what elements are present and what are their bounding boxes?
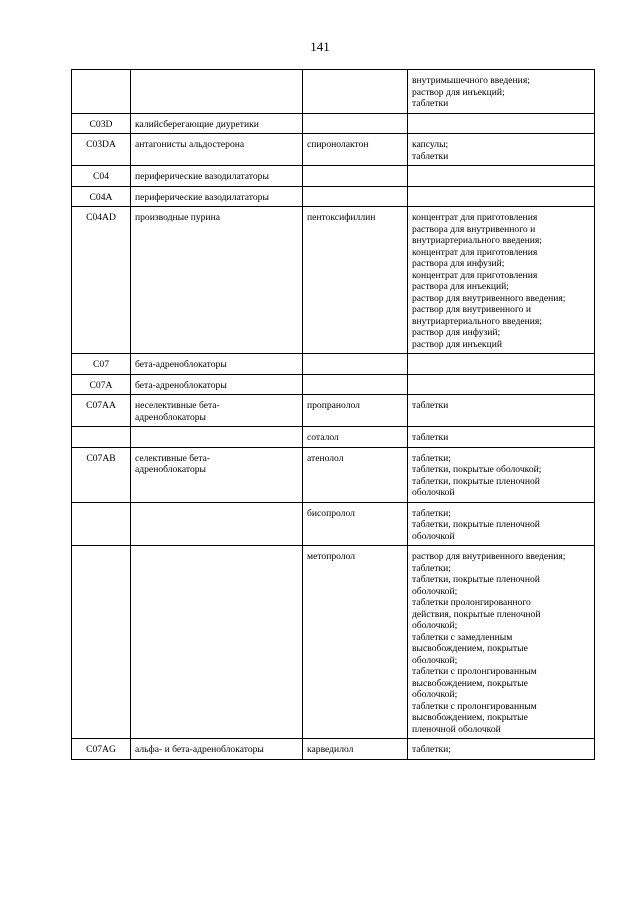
dosage-form-cell: [408, 395, 595, 427]
dosage-form-line: таблетки с пролонгированным: [412, 700, 537, 712]
pharmacological-group-cell: [131, 134, 303, 166]
dosage-form-line: таблетки: [412, 432, 449, 443]
group-line: калийсберегающие диуретики: [135, 118, 259, 130]
atc-code-cell: C07AB: [72, 447, 131, 502]
dosage-form-line: таблетки, покрытые оболочкой;: [412, 464, 542, 475]
dosage-form-cell: [408, 739, 595, 760]
atc-code-cell: [72, 70, 131, 114]
group-line: адреноблокаторы: [135, 464, 206, 475]
table-row: [72, 134, 595, 166]
dosage-form-line: раствор для внутривенного введения;: [412, 551, 566, 562]
page-number: 141: [310, 39, 330, 54]
dosage-form-line: раствор для внутривенного и: [412, 304, 531, 315]
table-row: [72, 186, 595, 207]
dosage-form-line: оболочкой: [412, 487, 455, 498]
pharmacological-group-cell: [131, 739, 303, 760]
dosage-form-line: раствор для инъекций: [412, 338, 502, 350]
pharmacological-group-cell: [131, 395, 303, 427]
group-line: неселективные бета-: [135, 400, 220, 411]
dosage-form-line: высвобождением, покрытые: [412, 712, 528, 723]
pharmacological-group-cell: [131, 546, 303, 739]
pharmacological-group-cell: [131, 374, 303, 395]
dosage-form-cell: [408, 546, 595, 739]
dosage-form-line: таблетки;: [412, 744, 451, 755]
atc-code-cell: C07: [72, 354, 131, 375]
dosage-form-line: таблетки, покрытые пленочной: [412, 519, 540, 530]
dosage-form-line: таблетки;: [412, 452, 451, 464]
dosage-form-line: таблетки: [412, 400, 449, 411]
dosage-form-line: концентрат для приготовления: [412, 246, 538, 258]
group-line: адреноблокаторы: [135, 411, 206, 423]
table-row: [72, 546, 595, 739]
atc-code-cell: C07A: [72, 374, 131, 395]
atc-code-cell: C07AA: [72, 395, 131, 427]
dosage-form-cell: [408, 427, 595, 448]
drug-name-cell: [303, 354, 408, 375]
dosage-form-line: таблетки с замедленным: [412, 631, 513, 643]
group-line: альфа- и бета-адреноблокаторы: [135, 744, 264, 755]
table-row: [72, 739, 595, 760]
dosage-form-line: таблетки, покрытые пленочной: [412, 574, 540, 585]
dosage-form-line: концентрат для приготовления: [412, 212, 538, 223]
dosage-form-line: раствор для инъекций;: [412, 86, 505, 98]
atc-code-cell: C04: [72, 166, 131, 187]
dosage-form-line: таблетки: [412, 150, 449, 162]
dosage-form-line: оболочкой;: [412, 620, 458, 631]
dosage-form-line: таблетки: [412, 98, 449, 109]
dosage-form-cell: [408, 166, 595, 187]
dosage-form-line: оболочкой;: [412, 585, 458, 597]
dosage-form-line: таблетки;: [412, 562, 451, 574]
table-row: [72, 166, 595, 187]
table-row: [72, 502, 595, 546]
dosage-form-cell: [408, 374, 595, 395]
dosage-form-line: раствора для внутривенного и: [412, 223, 536, 235]
drug-name-cell: метопролол: [303, 546, 408, 739]
dosage-form-line: высвобождением, покрытые: [412, 677, 528, 689]
drug-name-cell: соталол: [303, 427, 408, 448]
atc-code-cell: [72, 546, 131, 739]
table-row: [72, 207, 595, 354]
dosage-form-line: действия, покрытые пленочной: [412, 608, 541, 620]
drug-name-cell: [303, 186, 408, 207]
dosage-form-line: раствор для инфузий;: [412, 327, 501, 338]
table-row: [72, 447, 595, 502]
group-line: производные пурина: [135, 212, 221, 223]
group-line: бета-адреноблокаторы: [135, 379, 227, 391]
dosage-form-line: внутриартериального введения;: [412, 315, 542, 327]
dosage-form-line: раствор для внутривенного введения;: [412, 292, 566, 304]
drug-name-cell: атенолол: [303, 447, 408, 502]
dosage-form-line: раствора для инфузий;: [412, 258, 505, 269]
dosage-form-cell: [408, 207, 595, 354]
pharmacological-group-cell: [131, 166, 303, 187]
table-row: [72, 354, 595, 375]
table-row: [72, 374, 595, 395]
table-row: [72, 70, 595, 114]
drug-name-cell: пентоксифиллин: [303, 207, 408, 354]
dosage-form-line: капсулы;: [412, 139, 449, 150]
drug-name-cell: спиронолактон: [303, 134, 408, 166]
pharmacological-group-cell: [131, 113, 303, 134]
pharmacological-group-cell: [131, 447, 303, 502]
atc-code-cell: C04AD: [72, 207, 131, 354]
drug-name-cell: пропранолол: [303, 395, 408, 427]
dosage-form-cell: [408, 354, 595, 375]
drug-name-cell: бисопролол: [303, 502, 408, 546]
atc-code-cell: C07AG: [72, 739, 131, 760]
dosage-form-cell: [408, 186, 595, 207]
dosage-form-line: таблетки пролонгированного: [412, 597, 531, 608]
dosage-form-line: концентрат для приготовления: [412, 269, 538, 281]
dosage-form-line: оболочкой: [412, 530, 455, 542]
drug-name-cell: [303, 70, 408, 114]
group-line: бета-адреноблокаторы: [135, 359, 227, 370]
drug-name-cell: карведилол: [303, 739, 408, 760]
drug-name-cell: [303, 113, 408, 134]
group-line: селективные бета-: [135, 452, 211, 464]
atc-code-cell: C04A: [72, 186, 131, 207]
drug-name-cell: [303, 166, 408, 187]
dosage-form-line: таблетки, покрытые пленочной: [412, 475, 540, 487]
pharmacological-group-cell: [131, 186, 303, 207]
pharmacological-group-cell: [131, 502, 303, 546]
dosage-form-line: раствора для инъекций;: [412, 281, 509, 292]
dosage-form-line: внутриартериального введения;: [412, 235, 542, 246]
dosage-form-line: высвобождением, покрытые: [412, 643, 528, 654]
atc-code-cell: [72, 502, 131, 546]
pharmacological-group-cell: [131, 70, 303, 114]
dosage-form-line: таблетки;: [412, 507, 451, 519]
dosage-form-line: оболочкой;: [412, 689, 458, 700]
dosage-form-cell: [408, 502, 595, 546]
table-row: [72, 113, 595, 134]
group-line: антагонисты альдостерона: [135, 139, 245, 150]
atc-code-cell: [72, 427, 131, 448]
drug-table: [71, 69, 595, 760]
group-line: периферические вазодилататоры: [135, 171, 269, 182]
dosage-form-cell: [408, 113, 595, 134]
dosage-form-line: пленочной оболочкой: [412, 723, 501, 735]
dosage-form-cell: [408, 70, 595, 114]
atc-code-cell: C03DA: [72, 134, 131, 166]
dosage-form-line: внутримышечного введения;: [412, 75, 530, 86]
table-row: [72, 427, 595, 448]
dosage-form-cell: [408, 447, 595, 502]
table-body: [72, 70, 595, 760]
group-line: периферические вазодилататоры: [135, 191, 269, 203]
drug-name-cell: [303, 374, 408, 395]
dosage-form-line: оболочкой;: [412, 654, 458, 666]
pharmacological-group-cell: [131, 354, 303, 375]
pharmacological-group-cell: [131, 207, 303, 354]
atc-code-cell: C03D: [72, 113, 131, 134]
table-row: [72, 395, 595, 427]
dosage-form-line: таблетки с пролонгированным: [412, 666, 537, 677]
dosage-form-cell: [408, 134, 595, 166]
pharmacological-group-cell: [131, 427, 303, 448]
